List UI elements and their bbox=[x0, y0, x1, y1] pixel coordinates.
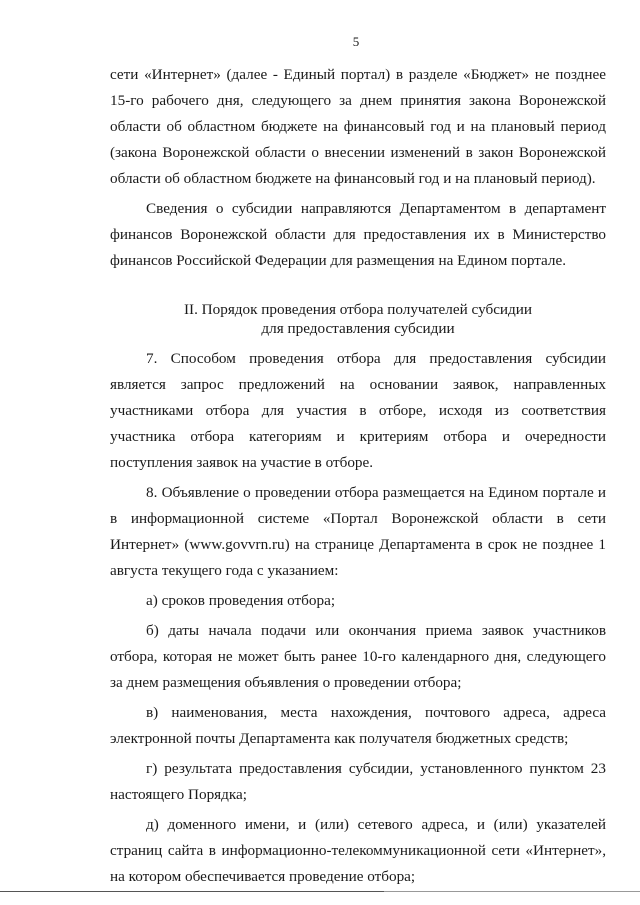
paragraph-subsidy-info: Сведения о субсидии направляются Департаментом в департамент финансов Воронежской области для предоставления их в Министерство финансов Российской Федерации для размещения на Едином портале. bbox=[110, 200, 606, 269]
list-item-b: б) даты начала подачи или окончания приема заявок участников отбора, которая не может быть ранее 10-го календарного дня, следующего за днем размещения объявления о проведении отбора; bbox=[110, 622, 606, 691]
list-item-d: д) доменного имени, и (или) сетевого адреса, и (или) указателей страниц сайта в информационно-телекоммуникационной сети «Интернет», на котором обеспечивается проведение отбора; bbox=[110, 816, 606, 885]
section-heading bbox=[110, 300, 606, 338]
section-heading-line-2: для предоставления субсидии bbox=[261, 320, 455, 337]
paragraph-portal-publication: сети «Интернет» (далее - Единый портал) в разделе «Бюджет» не позднее 15-го рабочего дня, следующего за днем принятия закона Воронежской области об областном бюджете на финансовый год и на плановый период (закона Воронежской области о внесении изменений в закон Воронежской области об областном бюджете на финансовый год и на плановый период). bbox=[110, 66, 606, 187]
list-item-a: а) сроков проведения отбора; bbox=[146, 592, 336, 609]
paragraph-item-7: 7. Способом проведения отбора для предоставления субсидии является запрос предложений на основании заявок, направленных участниками отбора для участия в отборе, исходя из соответствия участника отбора категориям и критериям отбора и очередности поступления заявок на участие в отборе. bbox=[110, 350, 606, 471]
document-body bbox=[110, 62, 606, 890]
page-number: 5 bbox=[352, 34, 360, 49]
paragraph-item-8: 8. Объявление о проведении отбора размещается на Едином портале и в информационной системе «Портал Воронежской области в сети Интернет» (www.govvrn.ru) на странице Департамента в срок не позднее 1 августа текущего года с указанием: bbox=[110, 484, 606, 579]
list-item-v: в) наименования, места нахождения, почтового адреса, адреса электронной почты Департамента как получателя бюджетных средств; bbox=[110, 704, 606, 747]
section-heading-line-1: II. Порядок проведения отбора получателей субсидии bbox=[183, 301, 533, 318]
list-item-g: г) результата предоставления субсидии, установленного пунктом 23 настоящего Порядка; bbox=[110, 760, 606, 803]
bottom-scan-line bbox=[0, 891, 640, 892]
